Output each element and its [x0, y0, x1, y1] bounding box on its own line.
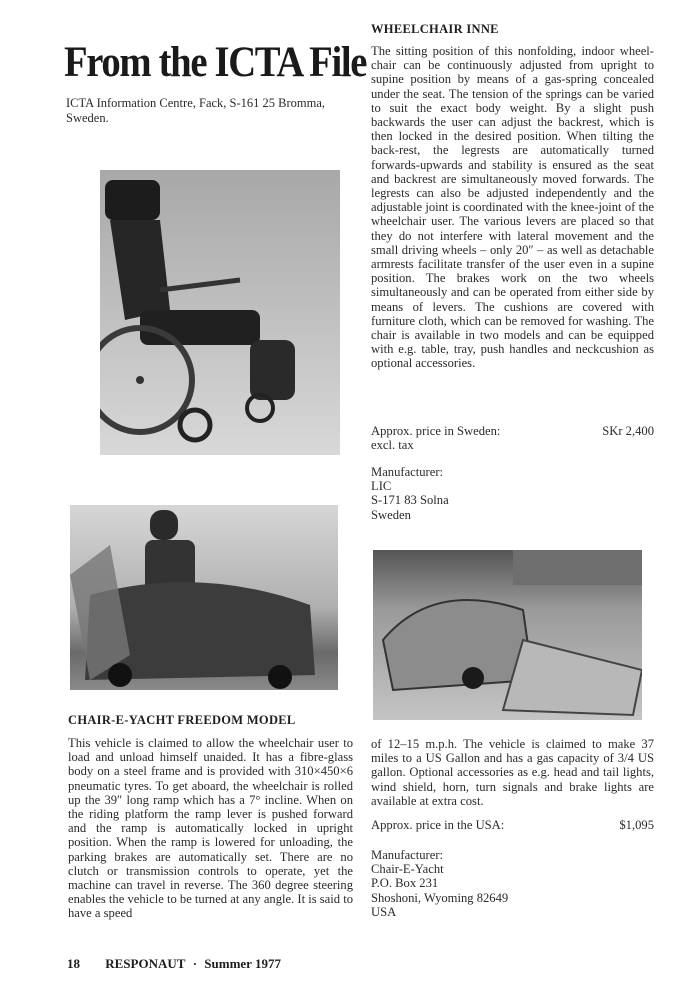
yacht-price [371, 818, 654, 832]
page-footer [67, 956, 285, 972]
chair-e-yacht-rider-photo [70, 505, 338, 690]
wheelchair-price [371, 424, 654, 452]
price-note: excl. tax [371, 438, 414, 453]
manufacturer-line: S-171 83 Solna [371, 493, 449, 508]
yacht-description: This vehicle is claimed to allow the wheelchair user to load and unload himself unaided. It has a fibre-glass body on a steel frame and is provided with 310×450×6 pneumatic tyres. To get aboard, the wheelchair is rolled up the 39″ long ramp which has a 7° incline. When on the riding platform the ramp lever is pushed forward and the ramp is automatically locked in upright position. When the ramp is lowered for unloading, the parking brakes are automatically set. There are no clutch or transmission controls to operate, yet the machine can travel in reverse. The 360 degree steering enables the vehicle to be turned at any angle. It is said to have a speed [68, 736, 354, 921]
price-label: Approx. price in the USA: [371, 818, 505, 832]
price-value: SKr 2,400 [602, 424, 654, 438]
yacht-heading: CHAIR-E-YACHT FREEDOM MODEL [68, 713, 296, 727]
manufacturer-line: Shoshoni, Wyoming 82649 [371, 890, 509, 905]
source-address: ICTA Information Centre, Fack, S-161 25 Bromma, Sweden. [66, 96, 326, 125]
magazine-name: RESPONAUT [105, 956, 186, 971]
manufacturer-label: Manufacturer: [371, 465, 444, 479]
manufacturer-line: USA [371, 904, 397, 919]
wheelchair-heading: WHEELCHAIR INNE [371, 22, 499, 36]
manufacturer-line: Chair-E-Yacht [371, 862, 444, 877]
manufacturer-line: P.O. Box 231 [371, 876, 439, 891]
issue-date: Summer 1977 [204, 956, 281, 971]
wheelchair-photo [100, 170, 340, 455]
manufacturer-line: LIC [371, 479, 392, 494]
page-title: From the ICTA File [64, 39, 367, 86]
price-value: $1,095 [619, 818, 654, 832]
wheelchair-description: The sitting position of this nonfolding, indoor wheel-chair can be continuously adjusted from upright to supine position by means of a gas-spring concealed under the seat. The tension of the springs can be varied to suit the exact body weight. By a slight push backwards the user can adjust the backrest, which is then locked in the desired position. When tilting the back-rest, the legrests are automatically turned forwards-upwards and stability is ensured as the seat and backrest are simultaneously moved forwards. The legrests can also be adjusted independently and the adjustable joint is coordinated with the knee-joint of the wheelchair user. The various levers are placed so that they do not interfere with lateral movement and the small driving wheels – only 20″ – as well as detachable armrests facilitate transfer of the user even in a supine position. The brakes work on the two wheels simultaneously and can be operated from either side by means of levers. The cushions are covered with furniture cloth, which can be removed for washing. The chair is available in two models and can be equipped with e.g. table, tray, push handles and neckcushion as optional accessories. [371, 44, 654, 371]
yacht-description-continued: of 12–15 m.p.h. The vehicle is claimed to make 37 miles to a US Gallon and has a gas capacity of 3/4 US gallon. Optional accessories as e.g. head and tail lights, wind shield, horn, turn signals and brake lights are available at extra cost. [371, 737, 654, 808]
price-label: Approx. price in Sweden: [371, 424, 501, 438]
manufacturer-label: Manufacturer: [371, 848, 444, 862]
wheelchair-manufacturer [371, 465, 654, 522]
page-number: 18 [67, 956, 80, 971]
manufacturer-line: Sweden [371, 507, 411, 522]
yacht-manufacturer [371, 848, 654, 919]
chair-e-yacht-ramp-photo [373, 550, 642, 720]
footer-separator: · [192, 956, 198, 971]
